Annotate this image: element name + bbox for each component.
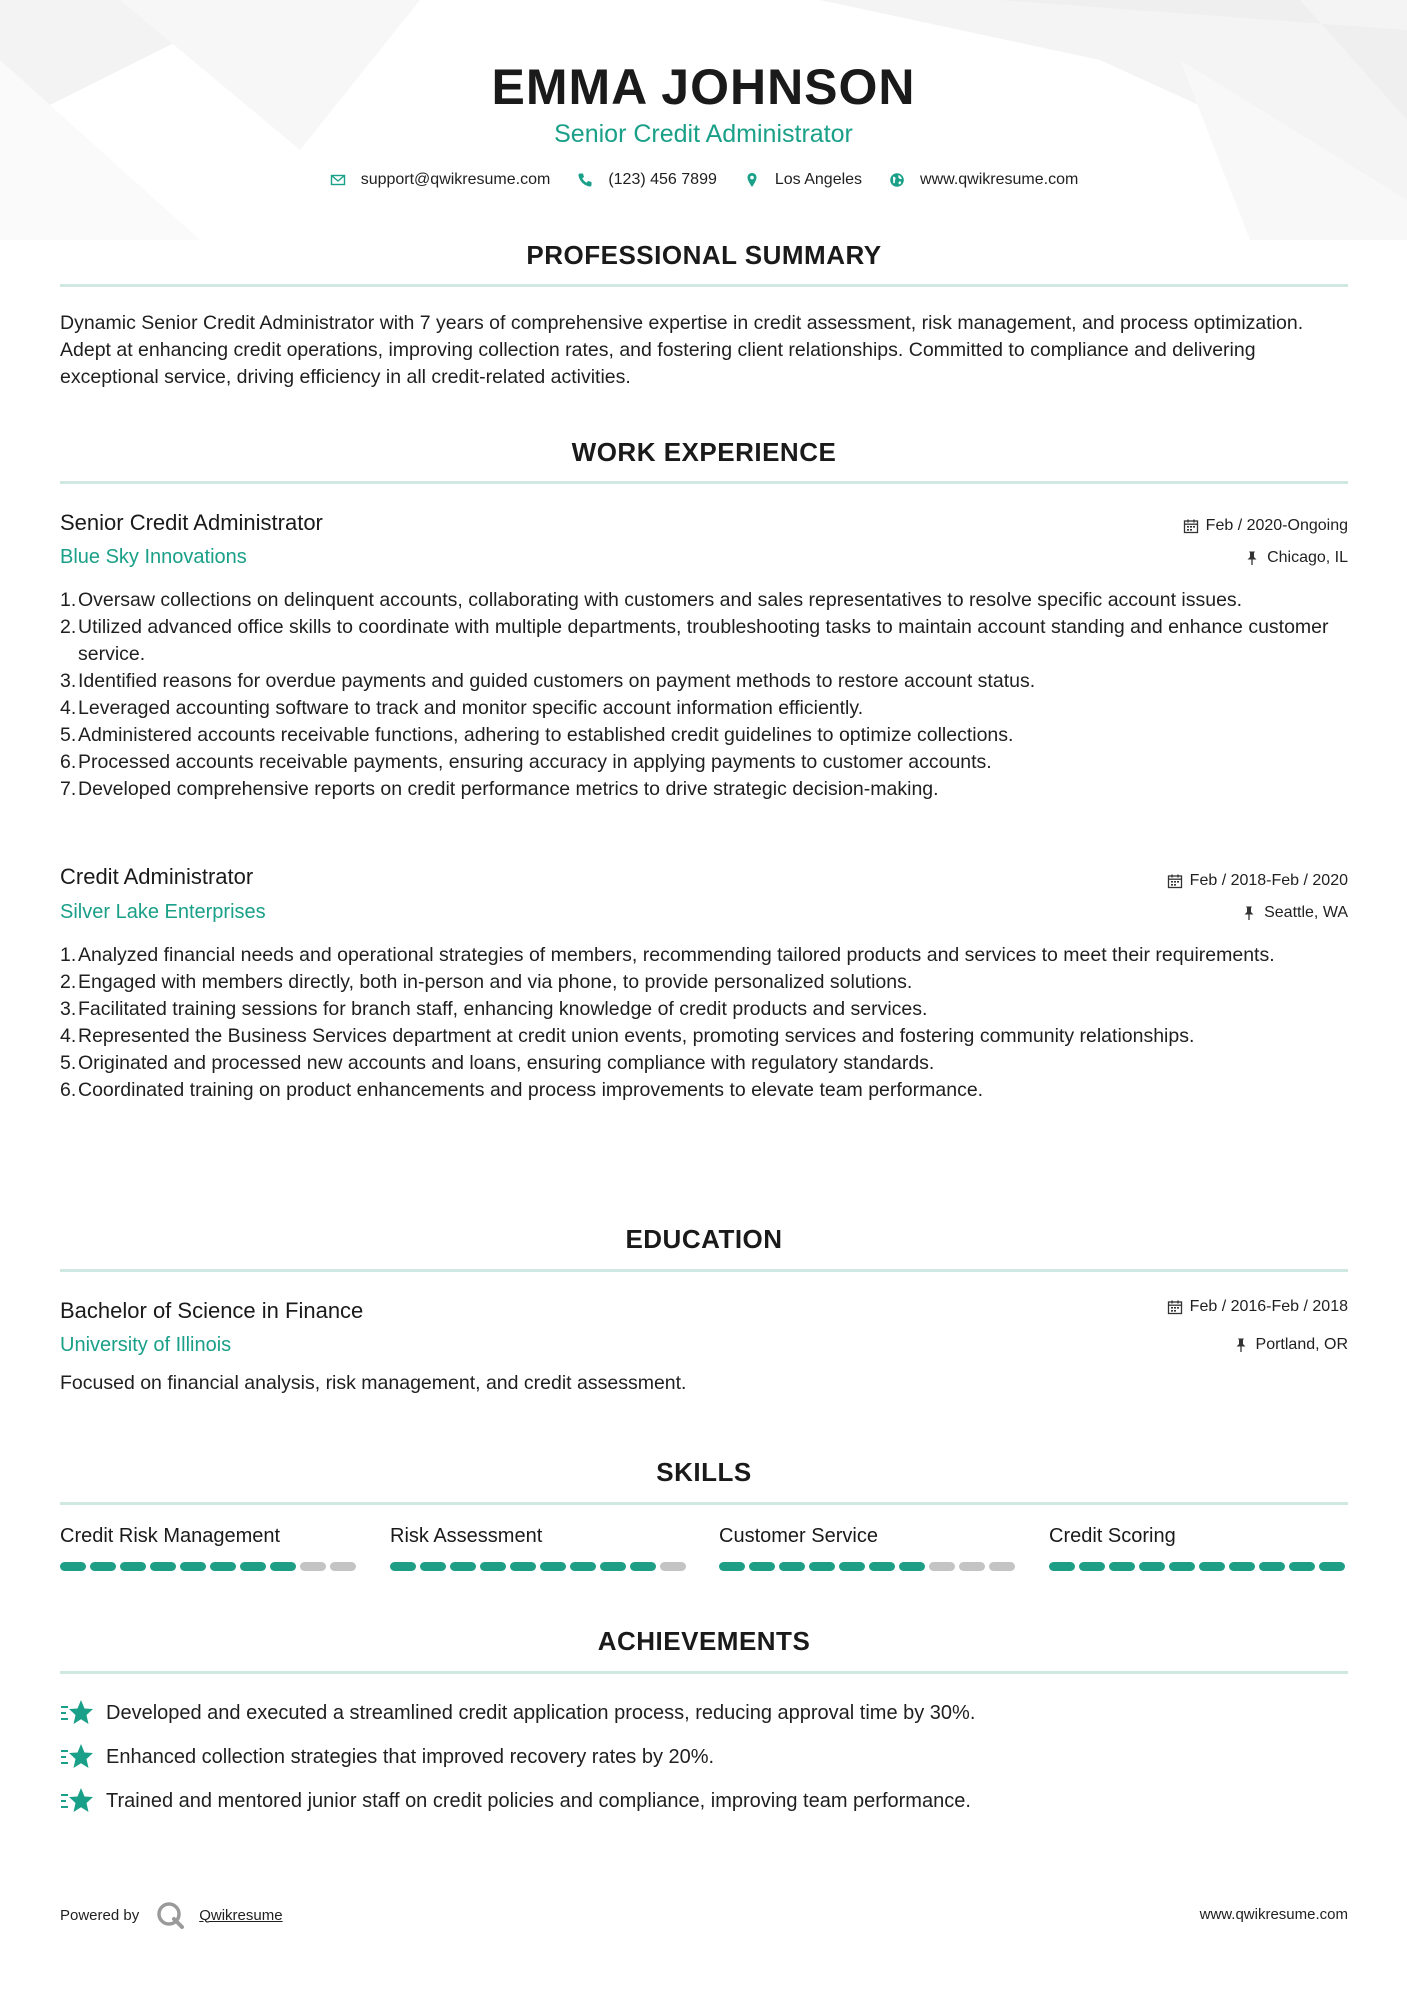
achievements-divider xyxy=(60,1671,1348,1674)
skill-level-segment xyxy=(660,1562,686,1571)
skill-level-segment xyxy=(240,1562,266,1571)
star-icon xyxy=(60,1742,94,1772)
job-title: Senior Credit Administrator xyxy=(60,510,323,535)
skills-divider xyxy=(60,1502,1348,1505)
star-icon xyxy=(60,1786,94,1816)
job-dates-text: Feb / 2018-Feb / 2020 xyxy=(1189,872,1348,889)
skill-item xyxy=(1049,1525,1349,1571)
experience-heading: WORK EXPERIENCE xyxy=(571,437,837,467)
skill-level-bar xyxy=(390,1562,690,1571)
experience-divider xyxy=(60,481,1348,484)
skill-level-segment xyxy=(450,1562,476,1571)
skill-name: Customer Service xyxy=(719,1525,878,1547)
job-dates xyxy=(1167,872,1348,890)
skill-level-segment xyxy=(90,1562,116,1571)
envelope-icon xyxy=(329,171,347,189)
skill-level-segment xyxy=(1259,1562,1285,1571)
education-dates xyxy=(1167,1298,1348,1316)
pushpin-icon xyxy=(1241,905,1257,921)
skill-level-segment xyxy=(630,1562,656,1571)
star-icon xyxy=(60,1698,94,1728)
summary-heading: PROFESSIONAL SUMMARY xyxy=(526,240,882,270)
skill-name: Risk Assessment xyxy=(390,1525,543,1547)
skill-level-segment xyxy=(809,1562,835,1571)
list-item: 2. Utilized advanced office skills to coordinate with multiple departments, troubleshooting tasks to maintain account standing and enhance customer service. xyxy=(60,616,1329,665)
skill-level-segment xyxy=(1169,1562,1195,1571)
achievement-item xyxy=(60,1742,714,1772)
degree-title: Bachelor of Science in Finance xyxy=(60,1298,364,1323)
skill-level-bar xyxy=(60,1562,360,1571)
list-item: 7. Developed comprehensive reports on credit performance metrics to drive strategic decision-making. xyxy=(60,778,939,800)
skill-level-segment xyxy=(420,1562,446,1571)
skill-level-segment xyxy=(540,1562,566,1571)
job-bullets xyxy=(60,587,1350,803)
job-location xyxy=(1244,549,1348,567)
school-name: University of Illinois xyxy=(60,1334,232,1356)
company-name: Silver Lake Enterprises xyxy=(60,901,266,923)
qwikresume-link[interactable]: Qwikresume xyxy=(199,1906,283,1924)
skill-level-segment xyxy=(1049,1562,1075,1571)
powered-by-label: Powered by xyxy=(60,1906,140,1924)
pushpin-icon xyxy=(1233,1337,1249,1353)
email-text: support@qwikresume.com xyxy=(360,171,551,188)
list-item: 4. Leveraged accounting software to track and monitor specific account information efficiently. xyxy=(60,697,864,719)
achievement-item xyxy=(60,1698,975,1728)
website-text: www.qwikresume.com xyxy=(920,171,1079,188)
skill-item xyxy=(390,1525,690,1571)
achievement-text: Enhanced collection strategies that improved recovery rates by 20%. xyxy=(106,1745,715,1768)
contact-location xyxy=(743,171,862,189)
skill-level-segment xyxy=(899,1562,925,1571)
skill-level-segment xyxy=(1139,1562,1165,1571)
skill-level-segment xyxy=(300,1562,326,1571)
education-heading: EDUCATION xyxy=(625,1224,783,1254)
summary-text: Dynamic Senior Credit Administrator with 7 years of comprehensive expertise in credit assessment, risk management, and process optimization. Adept at enhancing credit operations, improving collection rates, and fostering client relationships. Committed to compliance and delivering exceptional service, driving efficiency in all credit-related activities. xyxy=(60,312,1304,388)
skill-level-segment xyxy=(210,1562,236,1571)
skill-level-segment xyxy=(60,1562,86,1571)
list-item: 5. Originated and processed new accounts and loans, ensuring compliance with regulatory standards. xyxy=(60,1052,935,1074)
skill-level-segment xyxy=(779,1562,805,1571)
achievement-text: Developed and executed a streamlined credit application process, reducing approval time by 30%. xyxy=(106,1701,976,1724)
skill-level-segment xyxy=(600,1562,626,1571)
job-dates xyxy=(1183,517,1348,535)
pushpin-icon xyxy=(1244,550,1260,566)
company-name: Blue Sky Innovations xyxy=(60,546,247,568)
calendar-icon xyxy=(1183,518,1199,534)
skill-level-segment xyxy=(1079,1562,1105,1571)
skill-level-segment xyxy=(330,1562,356,1571)
skill-name: Credit Risk Management xyxy=(60,1525,281,1547)
skill-level-bar xyxy=(719,1562,1019,1571)
skill-item xyxy=(719,1525,1019,1571)
skill-level-segment xyxy=(839,1562,865,1571)
calendar-icon xyxy=(1167,1299,1183,1315)
job-location xyxy=(1241,904,1348,922)
skill-level-segment xyxy=(989,1562,1015,1571)
skill-level-segment xyxy=(570,1562,596,1571)
skill-level-segment xyxy=(1199,1562,1225,1571)
education-location xyxy=(1233,1336,1348,1354)
job-dates-text: Feb / 2020-Ongoing xyxy=(1205,517,1348,534)
list-item: 1. Oversaw collections on delinquent accounts, collaborating with customers and sales representatives to resolve specific account issues. xyxy=(60,589,1243,611)
phone-text: (123) 456 7899 xyxy=(608,171,717,188)
skill-level-segment xyxy=(719,1562,745,1571)
skill-level-segment xyxy=(390,1562,416,1571)
achievements-heading: ACHIEVEMENTS xyxy=(597,1626,811,1656)
qwikresume-logo-icon xyxy=(155,1900,185,1930)
skill-level-segment xyxy=(150,1562,176,1571)
skill-level-segment xyxy=(480,1562,506,1571)
skill-level-segment xyxy=(929,1562,955,1571)
phone-icon xyxy=(576,171,594,189)
skill-level-segment xyxy=(180,1562,206,1571)
education-divider xyxy=(60,1269,1348,1272)
map-pin-icon xyxy=(743,171,761,189)
skill-level-segment xyxy=(270,1562,296,1571)
skill-level-segment xyxy=(1229,1562,1255,1571)
education-dates-text: Feb / 2016-Feb / 2018 xyxy=(1189,1298,1348,1315)
contact-phone[interactable] xyxy=(576,171,717,189)
skills-heading: SKILLS xyxy=(656,1457,752,1487)
location-text: Los Angeles xyxy=(774,171,863,188)
skill-level-segment xyxy=(749,1562,775,1571)
job-location-text: Seattle, WA xyxy=(1264,904,1348,921)
footer-powered-by xyxy=(60,1900,283,1930)
skill-level-segment xyxy=(1319,1562,1345,1571)
list-item: 6. Processed accounts receivable payments, ensuring accuracy in applying payments to customer accounts. xyxy=(60,751,992,773)
achievement-text: Trained and mentored junior staff on credit policies and compliance, improving team performance. xyxy=(106,1789,971,1812)
achievement-item xyxy=(60,1786,971,1816)
skill-level-segment xyxy=(1109,1562,1135,1571)
skill-level-segment xyxy=(959,1562,985,1571)
skill-item xyxy=(60,1525,360,1571)
contact-email[interactable] xyxy=(329,171,551,189)
list-item: 3. Facilitated training sessions for branch staff, enhancing knowledge of credit products and services. xyxy=(60,998,928,1020)
skill-name: Credit Scoring xyxy=(1049,1525,1176,1547)
candidate-role: Senior Credit Administrator xyxy=(554,120,853,148)
contact-website[interactable] xyxy=(888,171,1078,189)
skill-level-segment xyxy=(869,1562,895,1571)
education-location-text: Portland, OR xyxy=(1255,1336,1348,1353)
candidate-name: EMMA JOHNSON xyxy=(491,59,916,115)
summary-divider xyxy=(60,284,1348,287)
list-item: 1. Analyzed financial needs and operational strategies of members, recommending tailored products and services to meet their requirements. xyxy=(60,944,1275,966)
list-item: 5. Administered accounts receivable functions, adhering to established credit guidelines to optimize collections. xyxy=(60,724,1014,746)
job-title: Credit Administrator xyxy=(60,864,254,889)
calendar-icon xyxy=(1167,873,1183,889)
skill-level-bar xyxy=(1049,1562,1349,1571)
job-location-text: Chicago, IL xyxy=(1267,549,1348,566)
skill-level-segment xyxy=(1289,1562,1315,1571)
job-bullets xyxy=(60,942,1350,1104)
list-item: 4. Represented the Business Services department at credit union events, promoting services and fostering community relationships. xyxy=(60,1025,1195,1047)
footer-website[interactable]: www.qwikresume.com xyxy=(1199,1906,1348,1923)
list-item: 6. Coordinated training on product enhancements and process improvements to elevate team performance. xyxy=(60,1079,984,1101)
contact-bar xyxy=(0,171,1407,189)
list-item: 2. Engaged with members directly, both in-person and via phone, to provide personalized solutions. xyxy=(60,971,913,993)
globe-icon xyxy=(888,171,906,189)
skill-level-segment xyxy=(120,1562,146,1571)
list-item: 3. Identified reasons for overdue payments and guided customers on payment methods to restore account status. xyxy=(60,670,1036,692)
education-description: Focused on financial analysis, risk management, and credit assessment. xyxy=(60,1372,687,1394)
skill-level-segment xyxy=(510,1562,536,1571)
